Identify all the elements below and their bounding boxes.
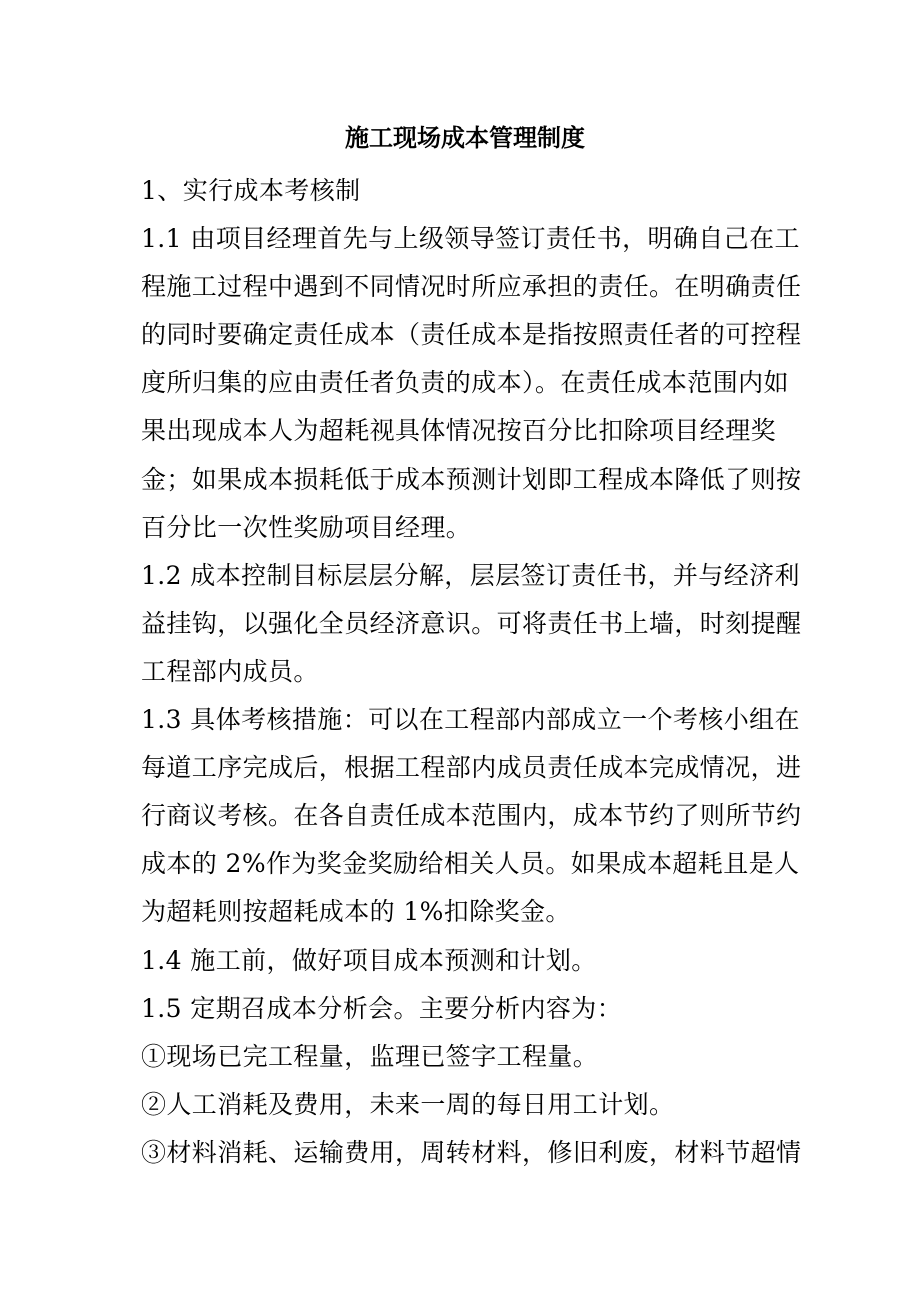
paragraph-line: 为超耗则按超耗成本的 1%扣除奖金。 xyxy=(141,897,571,927)
paragraph-line: 的同时要确定责任成本（责任成本是指按照责任者的可控程 xyxy=(141,320,802,350)
paragraph-line: 行商议考核。在各自责任成本范围内，成本节约了则所节约 xyxy=(141,801,802,831)
list-item: ③材料消耗、运输费用，周转材料，修旧利废，材料节超情 xyxy=(141,1137,802,1167)
list-item: ②人工消耗及费用，未来一周的每日用工计划。 xyxy=(141,1089,675,1119)
paragraph-line: 工程部内成员。 xyxy=(141,656,319,686)
paragraph-line: 1.2 成本控制目标层层分解，层层签订责任书，并与经济利 xyxy=(141,560,800,590)
paragraph-line: 1.5 定期召成本分析会。主要分析内容为： xyxy=(141,993,623,1023)
paragraph-line: 益挂钩，以强化全员经济意识。可将责任书上墙，时刻提醒 xyxy=(141,608,802,638)
paragraph-line: 金；如果成本损耗低于成本预测计划即工程成本降低了则按 xyxy=(141,464,802,494)
paragraph-line: 1.4 施工前，做好项目成本预测和计划。 xyxy=(141,945,597,975)
paragraph-line: 度所归集的应由责任者负责的成本）。在责任成本范围内如 xyxy=(141,368,789,398)
paragraph-line: 1.1 由项目经理首先与上级领导签订责任书，明确自己在工 xyxy=(141,224,800,254)
paragraph-line: 成本的 2%作为奖金奖励给相关人员。如果成本超耗且是人 xyxy=(141,849,800,879)
document-body xyxy=(141,167,802,1177)
paragraph-line: 程施工过程中遇到不同情况时所应承担的责任。在明确责任 xyxy=(141,272,802,302)
paragraph-line: 果出现成本人为超耗视具体情况按百分比扣除项目经理奖 xyxy=(141,416,777,446)
section-heading-1: 1、实行成本考核制 xyxy=(141,176,361,205)
paragraph-line: 1.3 具体考核措施：可以在工程部内部成立一个考核小组在 xyxy=(141,705,800,735)
paragraph-line: 百分比一次性奖励项目经理。 xyxy=(141,512,472,542)
paragraph-line: 每道工序完成后，根据工程部内成员责任成本完成情况，进 xyxy=(141,753,802,783)
document-title: 施工现场成本管理制度 xyxy=(345,123,585,152)
list-item: ①现场已完工程量，监理已签字工程量。 xyxy=(141,1041,599,1071)
